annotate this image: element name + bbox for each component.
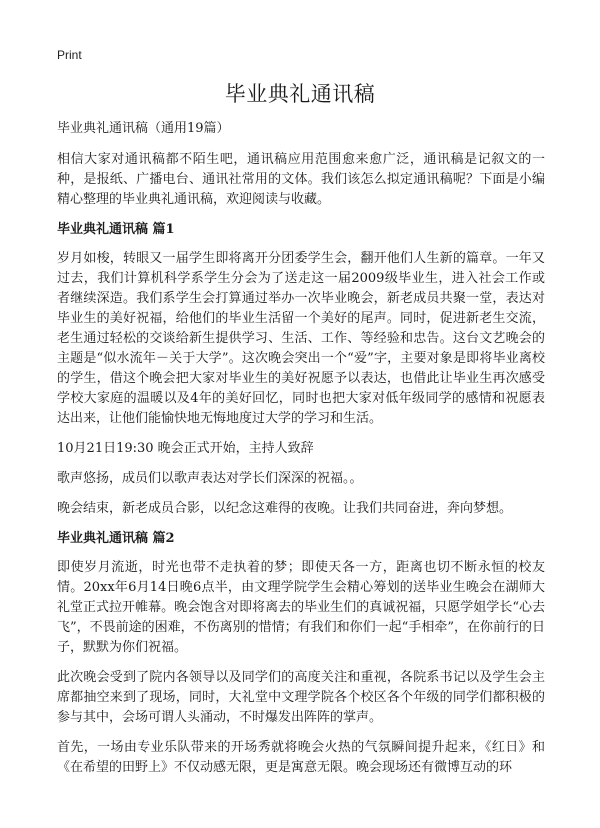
section-1-paragraph-1: 岁月如梭，转眼又一届学生即将离开分团委学生会，翻开他们人生新的篇章。一年又过去，我们计算机科学系学生分会为了送走这一届2009级毕业生，进入社会工作或者继续深造。我们系学生会打算通过举办一次毕业晚会，新老成员共聚一堂，表达对毕业生的美好祝福，给他们的毕业生活留一个美好的尾声。同时，促进新老生交流，老生通过轻松的交谈给新生提供学习、生活、工作、等经验和忠告。这台文艺晚会的主题是“似水流年－关于大学”。这次晚会突出一个“爱”字，主要对象是即将毕业离校的学生，借这个晚会把大家对毕业生的美好祝愿予以表达，也借此让毕业生再次感受学校大家庭的温暖以及4年的美好回忆，同时也把大家对低年级同学的感情和祝愿表达出来，让他们能愉快地无悔地度过大学的学习和生活。 (57, 251, 545, 426)
section-2-paragraph-3: 首先，一场由专业乐队带来的开场秀就将晚会火热的气氛瞬间提升起来，《红日》和《在希望的田野上》不仅动感无限，更是寓意无限。晚会现场还有微博互动的环 (57, 740, 545, 775)
section-heading-2: 毕业典礼通讯稿 篇2 (57, 531, 175, 546)
intro-paragraph: 相信大家对通讯稿都不陌生吧，通讯稿应用范围愈来愈广泛，通讯稿是记叙文的一种，是报纸、广播电台、通讯社常用的文体。我们该怎么拟定通讯稿呢？下面是小编精心整理的毕业典礼通讯稿，欢迎阅读与收藏。 (57, 152, 545, 207)
section-1-paragraph-4: 晚会结束，新老成员合影，以纪念这难得的夜晚。让我们共同奋进，奔向梦想。 (57, 501, 513, 516)
section-1-paragraph-3: 歌声悠扬，成员们以歌声表达对学长们深深的祝福。。 (57, 471, 363, 486)
section-heading-1: 毕业典礼通讯稿 篇1 (57, 222, 175, 237)
print-link[interactable]: Print (57, 48, 82, 62)
document-subtitle: 毕业典礼通讯稿（通用19篇） (57, 121, 230, 136)
section-2-paragraph-1: 即使岁月流逝，时光也带不走执着的梦；即使天各一方，距离也切不断永恒的校友情。20xx年6月14日晚6点半，由文理学院学生会精心筹划的送毕业生晚会在湖师大礼堂正式拉开帷幕。晚会饱含对即将离去的毕业生们的真诚祝福，只愿学姐学长“心去飞”，不畏前途的困难，不伤离别的惜情；有我们和你们一起“手相牵”，在你前行的日子，默默为你们祝福。 (57, 560, 545, 655)
section-1-paragraph-2: 10月21日19:30 晚会正式开始，主持人致辞 (57, 441, 314, 456)
section-2-paragraph-2: 此次晚会受到了院内各领导以及同学们的高度关注和重视，各院系书记以及学生会主席都抽空来到了现场，同时，大礼堂中文理学院各个校区各个年级的同学们都积极的参与其中，会场可谓人头涌动，不时爆发出阵阵的掌声。 (57, 670, 545, 725)
document-title: 毕业典礼通讯稿 (224, 82, 376, 106)
document-body (57, 119, 545, 788)
